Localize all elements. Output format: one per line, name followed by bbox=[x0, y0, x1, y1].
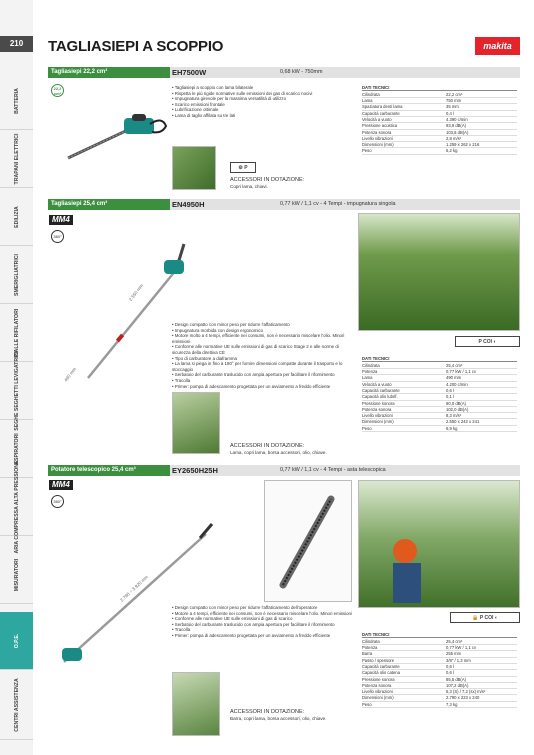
sidebar-tab-seghe[interactable]: SEGHE SEGHETTI LEVIGATRICI bbox=[0, 362, 33, 420]
dimension-length: 2.550 mm bbox=[127, 283, 145, 302]
sidebar-tab-batteria[interactable]: BATTERIA bbox=[0, 72, 33, 130]
features-list: • Tagliasiepi a scoppio con lama bilaterale • Rispetta le più rigide normative sulle emissioni dei gas di scarico nocivi • Impugnatura girevole per la massima versatilità di utilizzo • Scarico emissioni frontale • Lubrificazione ottimale • Lama di taglio affilata su tre lati bbox=[172, 85, 354, 119]
product-category: Potatore telescopico 25,4 cm³ bbox=[48, 465, 170, 476]
product-model: EN4950H bbox=[172, 200, 205, 209]
accessory-icons: ⚙ P bbox=[230, 162, 256, 173]
sidebar-tab-centri-assistenza[interactable]: CENTRI ASSISTENZA bbox=[0, 670, 33, 740]
product-photo-in-use bbox=[172, 146, 216, 190]
sidebar-tab-edilizia[interactable]: EDILIZIA bbox=[0, 188, 33, 246]
product-photo-in-use bbox=[172, 672, 220, 736]
pole-saw-image bbox=[56, 520, 216, 668]
product-category: Tagliasiepi 22,2 cm³ bbox=[48, 67, 170, 78]
product-headline: 0,68 kW - 750mm bbox=[280, 69, 323, 75]
product-header-en4950h bbox=[48, 199, 520, 210]
sidebar-tab-misuratori[interactable]: MISURATORI bbox=[0, 546, 33, 604]
product-headline: 0,77 kW / 1,1 cv - 4 Tempi - impugnatura singola bbox=[280, 201, 396, 207]
rotation-360-icon: 360° bbox=[51, 495, 64, 508]
feature-badges: P COI ◐ bbox=[455, 336, 520, 347]
product-headline: 0,77 kW / 1,1 cv - 4 Tempi - asta telescopica bbox=[280, 467, 386, 473]
sidebar-tab-aria-compressa[interactable]: ARIA COMPRESSA ALTA PRESSIONE bbox=[0, 478, 33, 536]
product-model: EY2650H25H bbox=[172, 466, 218, 475]
tech-specs-table: DATI TECNICI Cilindrata 25,4 cm³ Potenza 0,77 kW / 1,1 cv Barra 255 mm Passo / spessore 3/8" / 1,3 mm Capacità carburante 0,6 l Capacità olio catena 0,6 l Pressione sonora 85,5 dB(A) Potenza sonora 107,2 dB(A) Livello vibrazioni 5,3 (S) / 7,2 (sx) m/s² Dimensioni (mm) 2.790 x 223 x 240 Peso 7,3 kg bbox=[362, 632, 517, 708]
tech-specs-table: DATI TECNICI Cilindrata 22,2 cm³ Lama 750 mm Spaziatura denti lama 35 mm Capacità carburante 0,4 l Velocità a vuoto 4.390 c/min Pressione acustica 93,9 dB(A) Potenza sonora 103,8 dB(A) Livello vibrazioni 2,8 m/s² Dimensioni (mm) 1.259 x 262 x 216 Peso 5,2 kg bbox=[362, 85, 517, 155]
sidebar-tab-smerigliatrici[interactable]: SMERIGLIATRICI bbox=[0, 246, 33, 304]
sidebar-tab-ope[interactable]: O.P.E. bbox=[0, 612, 33, 670]
page-number: 210 bbox=[0, 36, 33, 52]
product-photo-pruning bbox=[358, 480, 520, 608]
page-title: TAGLIASIEPI A SCOPPIO bbox=[48, 38, 224, 55]
dimension-blade: 490 mm bbox=[63, 366, 78, 383]
features-list: • Design compatto con minor peso per ridurre l'affaticamento • Impugnatura morbida con design ergonomico • Motore molto a 4 tempi, efficiente nei consumi, non è necessario miscelare l'olio. Minori emissioni • Conforme alle normative UE sulle emissioni di gas di scarico Stage 2 e alle norme di sicurezza della direttiva CE • Tipo di carburatore a diaframma • La lama si piega in fino a 180° per fornire dimensioni compatte durante il trasporto e lo stoccaggio • Serbatoio del carburante traslucido con ampia apertura per facilitare il rifornimento • Tracolla • Primer: pompa di adescamento progettata per un avviamento a freddo efficiente bbox=[172, 322, 354, 389]
product-header-ey2650h25h bbox=[48, 465, 520, 476]
rotation-360-icon: 360° bbox=[51, 230, 64, 243]
saw-head-detail-image bbox=[264, 480, 352, 602]
fuel-tank-icon: 22,2 cm³ bbox=[51, 84, 64, 97]
accessories-info: ACCESSORI IN DOTAZIONE: Lama, copri lama, borsa accessori, olio, chiave. bbox=[230, 443, 327, 455]
accessories-info: ACCESSORI IN DOTAZIONE: Copri lama, chiavi. bbox=[230, 177, 305, 189]
sidebar-tab-trapani[interactable]: TRAPANI ELETTRICI bbox=[0, 130, 33, 188]
feature-badges: 🔒 P COI ◐ bbox=[450, 612, 520, 623]
dimension-length: 2.790 ÷ 3.920 mm bbox=[119, 574, 150, 603]
product-category: Tagliasiepi 25,4 cm³ bbox=[48, 199, 170, 210]
sidebar-tab-aspiratori[interactable]: ASPIRATORI bbox=[0, 420, 33, 478]
tech-specs-table: DATI TECNICI Cilindrata 25,4 cm³ Potenza 0,77 kW / 1,1 cv Lama 490 mm Velocità a vuoto 4.200 c/min Capacità carburante 0,6 l Capacità olio lubrif. 0,1 l Pressione sonora 90,0 dB(A) Potenza sonora 102,0 dB(A) Livello vibrazioni 8,3 m/s² Dimensioni (mm) 2.550 x 242 x 241 Peso 6,9 kg bbox=[362, 356, 517, 432]
sidebar-tab-pialle[interactable]: PIALLE RIFILATORI bbox=[0, 304, 33, 362]
accessories-info: ACCESSORI IN DOTAZIONE: Barra, copri lama, borsa accessori, olio, chiave. bbox=[230, 709, 327, 721]
mm4-engine-logo: MM4 bbox=[49, 480, 73, 490]
product-model: EH7500W bbox=[172, 68, 207, 77]
features-list: • Design compatto con minor peso per ridurre l'affaticamento dell'operatore • Motore a 4 tempi, efficiente nei consumi, non è necessario miscelare l'olio. Minori emissioni • Conforme alle normative UE sulle emissioni di gas di scarico • Serbatoio del carburante traslucido con ampia apertura per facilitare il rifornimento • Tracolla • Primer: pompa di adescamento progettata per un avviamento a freddo efficiente bbox=[172, 605, 354, 639]
brand-logo: makita bbox=[475, 37, 520, 55]
product-photo-in-use bbox=[172, 392, 220, 454]
product-photo-hedge bbox=[358, 213, 520, 331]
product-header-eh7500w bbox=[48, 67, 520, 78]
hedge-trimmer-image bbox=[62, 106, 170, 164]
mm4-engine-logo: MM4 bbox=[49, 215, 73, 225]
